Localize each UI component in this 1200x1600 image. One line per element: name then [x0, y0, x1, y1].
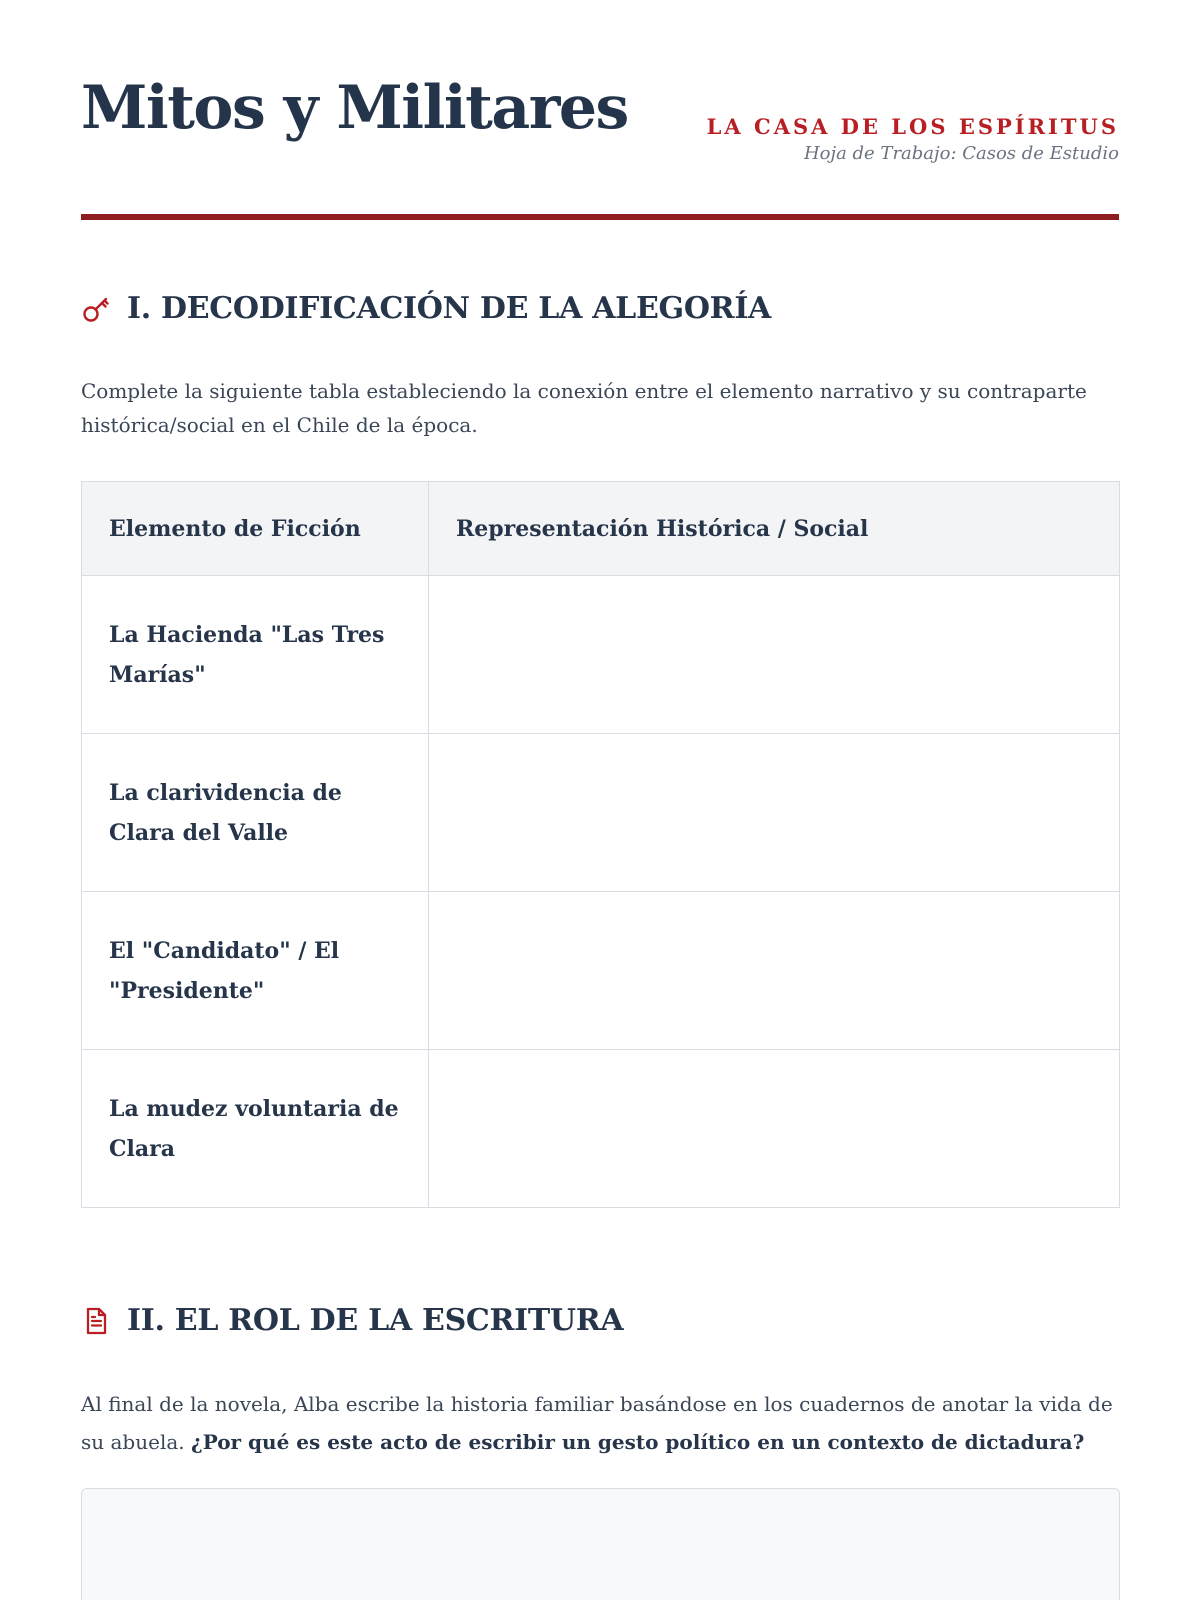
section-2-context: Al final de la novela, Alba escribe la historia familiar basándose en los cuadernos de anotar la vida de su abuela. [81, 1392, 1113, 1454]
representation-answer-cell[interactable] [429, 576, 1120, 734]
section-2-prompt [81, 1385, 1126, 1461]
section-1-heading [81, 291, 772, 326]
document-icon [81, 1306, 111, 1336]
book-title: LA CASA DE LOS ESPÍRITUS [706, 114, 1119, 139]
representation-answer-cell[interactable] [429, 1050, 1120, 1208]
section-1-title: I. DECODIFICACIÓN DE LA ALEGORÍA [127, 291, 772, 326]
element-cell: El "Candidato" / El "Presidente" [82, 892, 429, 1050]
header-divider [81, 214, 1119, 220]
allegory-table [81, 481, 1120, 1208]
element-cell: La mudez voluntaria de Clara [82, 1050, 429, 1208]
key-icon [81, 294, 111, 324]
table-header-row [82, 482, 1120, 576]
page-header [81, 0, 1119, 222]
section-1-instructions: Complete la siguiente tabla estableciendo la conexión entre el elemento narrativo y su contraparte histórica/social en el Chile de la época. [81, 379, 1087, 437]
page-title: Mitos y Militares [81, 73, 628, 143]
essay-answer-box[interactable] [81, 1488, 1120, 1600]
representation-answer-cell[interactable] [429, 892, 1120, 1050]
column-header-element: Elemento de Ficción [82, 482, 429, 576]
table-row [82, 892, 1120, 1050]
header-subtitle-block [707, 116, 1119, 163]
table-row [82, 576, 1120, 734]
section-2-question: ¿Por qué es este acto de escribir un gesto político en un contexto de dictadura? [190, 1430, 1085, 1454]
table-row [82, 734, 1120, 892]
section-2-title: II. EL ROL DE LA ESCRITURA [127, 1303, 624, 1338]
representation-answer-cell[interactable] [429, 734, 1120, 892]
table-row [82, 1050, 1120, 1208]
worksheet-type: Hoja de Trabajo: Casos de Estudio [803, 143, 1119, 164]
element-cell: La Hacienda "Las Tres Marías" [82, 576, 429, 734]
element-cell: La clarividencia de Clara del Valle [82, 734, 429, 892]
column-header-representation: Representación Histórica / Social [429, 482, 1120, 576]
section-2-heading [81, 1303, 624, 1338]
